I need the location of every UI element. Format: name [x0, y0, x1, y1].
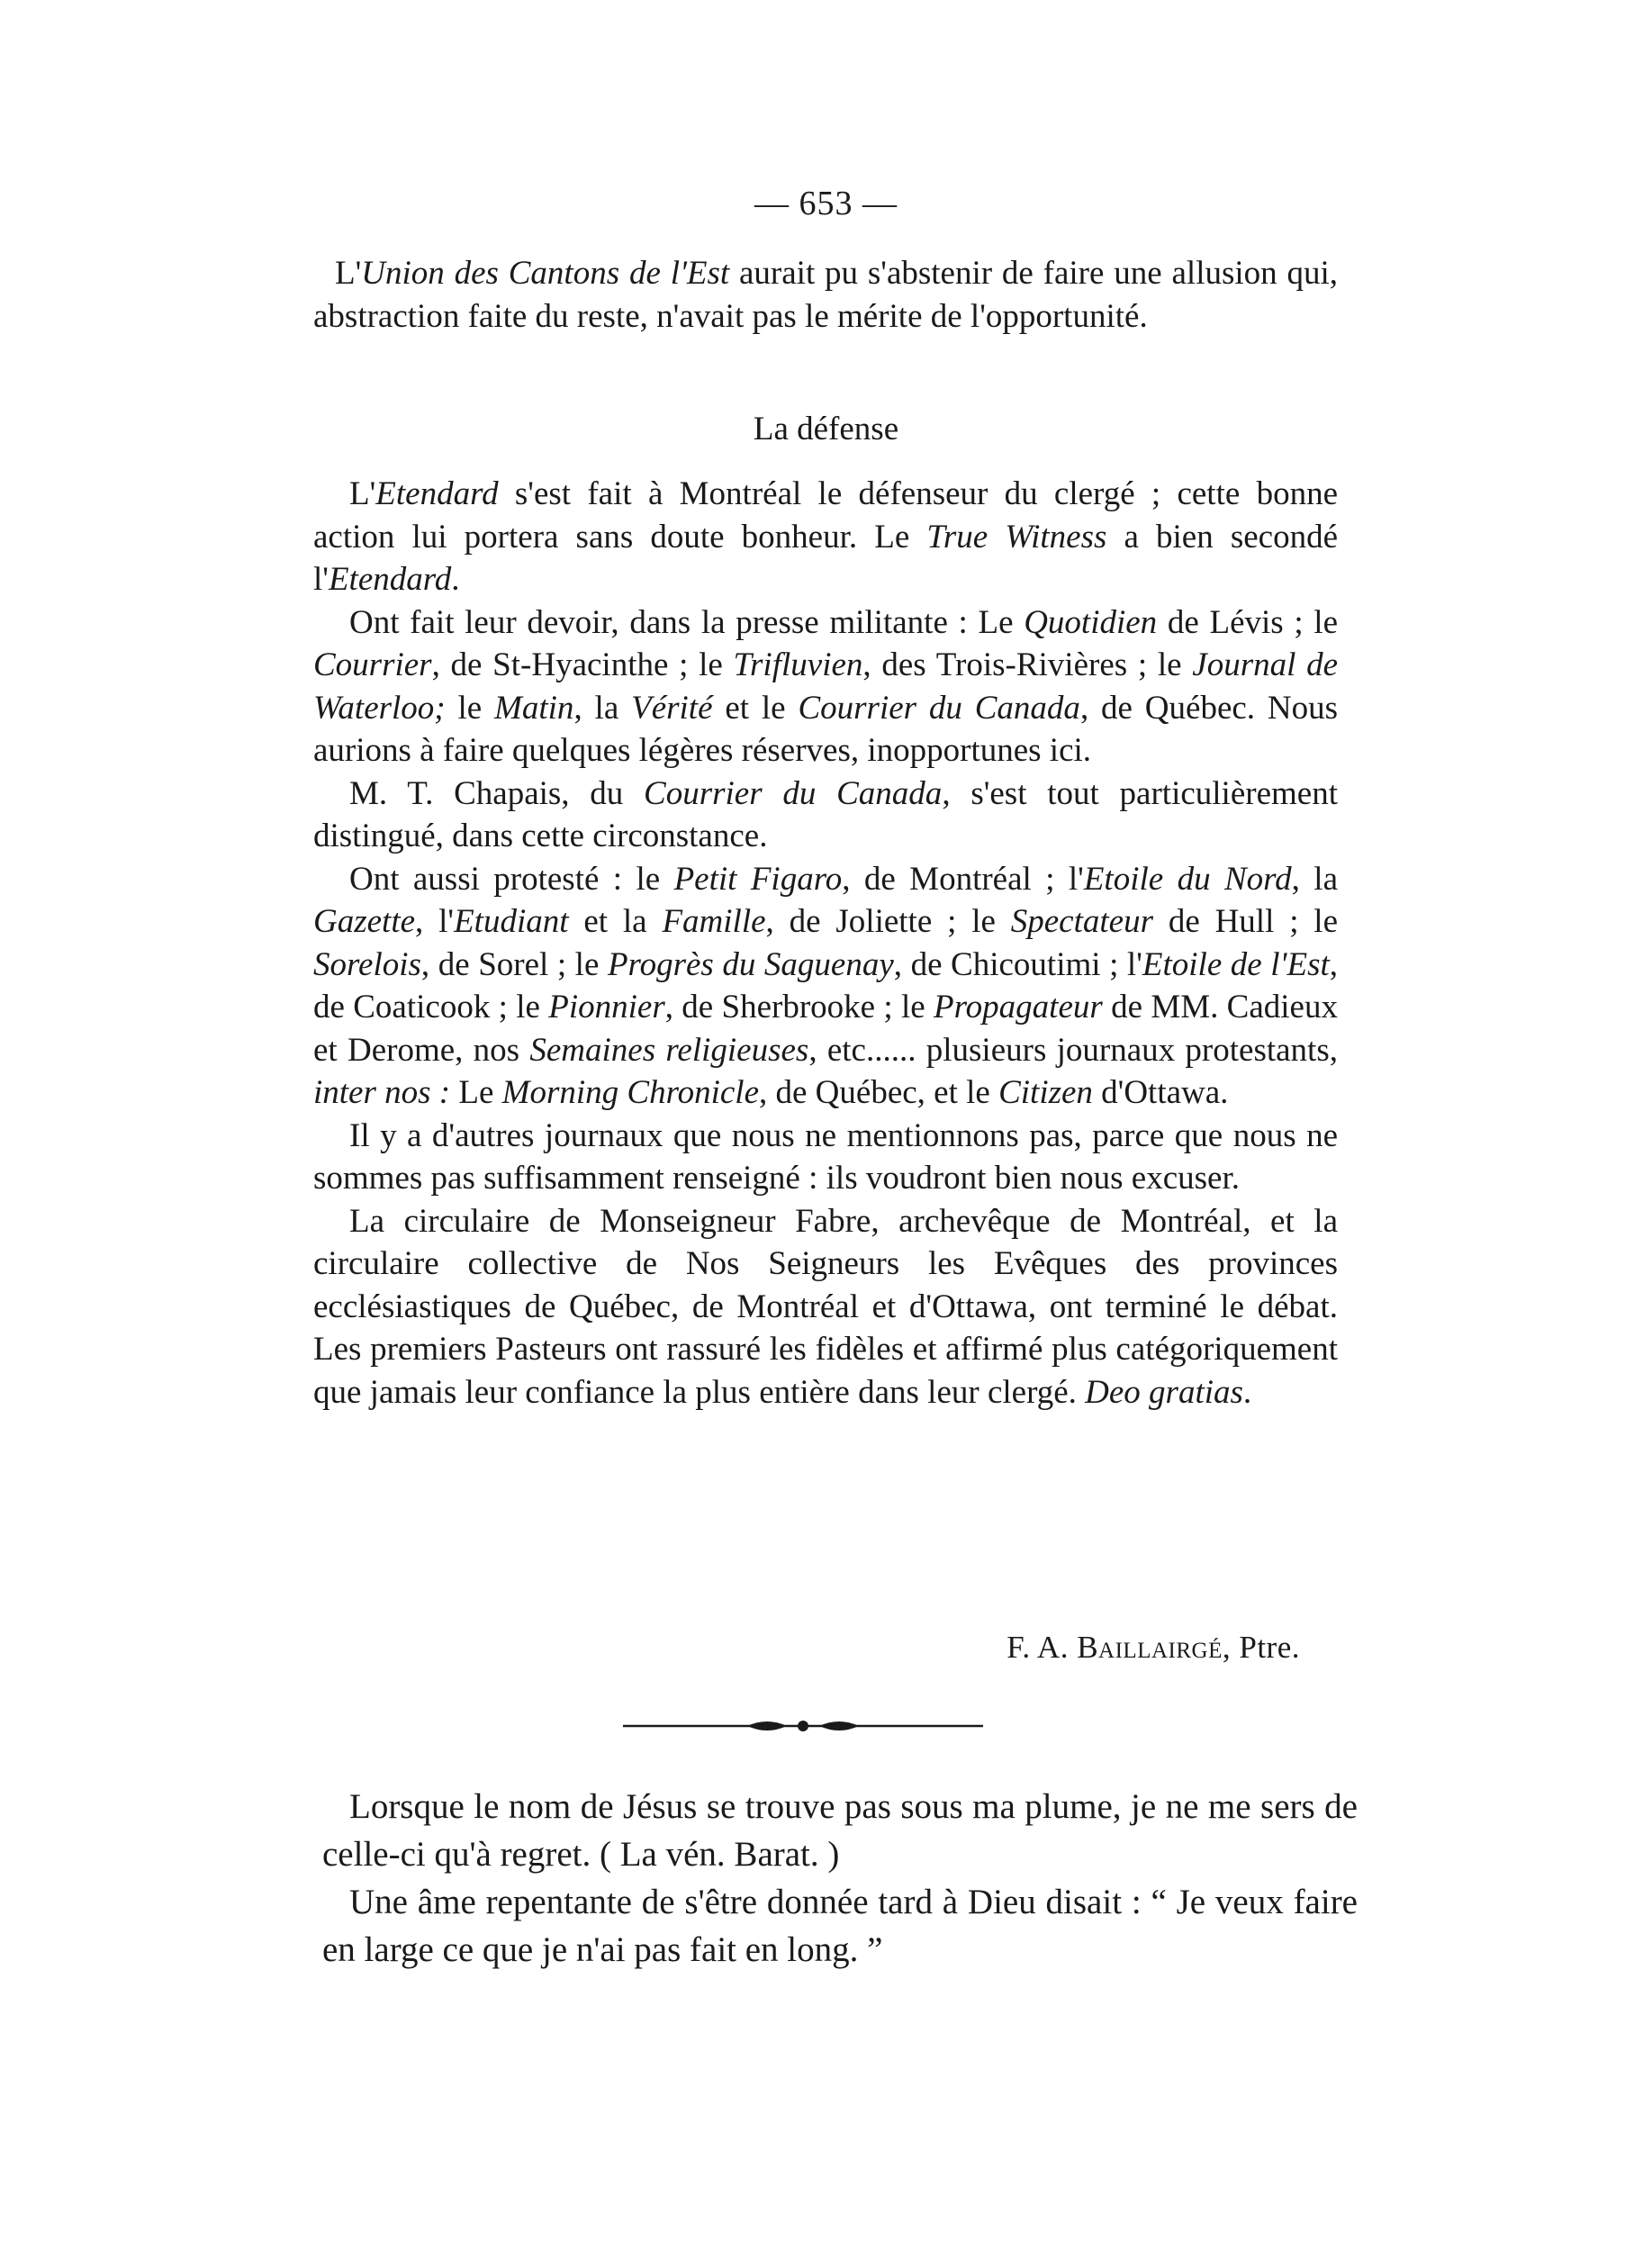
text-span: Ont fait leur devoir, dans la presse militante : Le — [349, 603, 1025, 641]
text-span: , de St-Hyacinthe ; le — [431, 646, 734, 683]
ornamental-divider — [621, 1713, 985, 1739]
journal-title: Spectateur — [1010, 903, 1153, 940]
latin-phrase: inter nos : — [313, 1074, 451, 1111]
journal-title: Etendard — [328, 561, 452, 598]
journal-title: Courrier du Canada — [798, 689, 1080, 727]
paragraph-circulaire — [313, 1200, 1338, 1414]
text-span: , etc...... plusieurs journaux protestants, — [808, 1031, 1338, 1069]
quotes-block — [322, 1783, 1358, 1974]
text-span: a bien secondé l' — [313, 518, 1338, 598]
journal-title: Citizen — [998, 1074, 1093, 1111]
section-heading: La défense — [753, 411, 899, 447]
journal-title: Progrès du Saguenay — [607, 945, 894, 983]
paragraph-chapais — [313, 773, 1338, 858]
journal-title: Gazette — [313, 903, 416, 940]
paragraph-ont-aussi-proteste — [313, 858, 1338, 1115]
text-span: , de Sorel ; le — [420, 945, 608, 983]
text-span: , la — [1291, 860, 1339, 898]
journal-title: Etendard — [375, 475, 499, 512]
text-span: le — [445, 689, 495, 727]
journal-title: Pionnier — [548, 989, 665, 1026]
text-span: La circulaire de Monseigneur Fabre, archevêque de Montréal, et la circulaire collective de Nos Seigneurs les Evêques des provinces ecclésiastiques de Québec, de Montréal et d'Ottawa, ont terminé le débat. Les premiers Pasteurs ont rassuré les fidèles et affirmé plus catégoriquement que jamais leur confiance la plus entière dans leur clergé. — [313, 1202, 1338, 1411]
text-span: de Hull ; le — [1152, 903, 1339, 940]
text-span: , s'est tout particulièrement distingué, dans cette circonstance. — [313, 774, 1338, 854]
intro-text: aurait pu s'abstenir de faire une allusion qui, abstraction faite du reste, n'avait pas le mérite de l'opportunité. — [313, 255, 1339, 335]
text-span: , l' — [415, 903, 455, 940]
paragraph-etendard — [313, 473, 1338, 601]
page-number: — 653 — — [754, 185, 898, 222]
text-span: . — [1242, 1373, 1252, 1411]
journal-title: Propagateur — [934, 989, 1103, 1026]
journal-title: Journal de Waterloo; — [313, 646, 1338, 727]
text-span: . — [451, 561, 460, 598]
text-span: et le — [712, 689, 799, 727]
intro-paragraph — [313, 252, 1338, 338]
journal-title: Famille — [662, 903, 766, 940]
text-span: L' — [349, 475, 376, 512]
latin-phrase: Deo gratias — [1085, 1373, 1243, 1411]
signature-name: Baillairgé — [1077, 1630, 1223, 1665]
text-span: d'Ottawa. — [1092, 1074, 1229, 1111]
text-span: , de Joliette ; le — [765, 903, 1011, 940]
signature-initials: F. A. — [1007, 1630, 1078, 1665]
text-span: , de Québec, et le — [759, 1074, 999, 1111]
journal-title: Vérité — [631, 689, 713, 727]
intro-prefix: L' — [335, 255, 362, 292]
text-span: , des Trois-Rivières ; le — [862, 646, 1193, 683]
text-span: M. T. Chapais, du — [349, 774, 645, 812]
quote-barat: Lorsque le nom de Jésus se trouve pas sous ma plume, je ne me sers de celle-ci qu'à regret. ( La vén. Barat. ) — [322, 1787, 1358, 1874]
author-signature — [1007, 1630, 1300, 1666]
text-span: , de Coaticook ; le — [313, 945, 1339, 1026]
journal-title: Courrier — [313, 646, 432, 683]
journal-title: Matin — [494, 689, 574, 727]
text-span: , de Chicoutimi ; l' — [893, 945, 1142, 983]
text-span: de MM. Cadieux et Derome, nos — [313, 989, 1338, 1069]
journal-title: Quotidien — [1024, 603, 1158, 641]
journal-title: True Witness — [926, 518, 1107, 556]
paragraph-autres-journaux: Il y a d'autres journaux que nous ne mentionnons pas, parce que nous ne sommes pas suffisamment renseigné : ils voudront bien nous excuser. — [313, 1116, 1338, 1197]
journal-title: Trifluvien — [733, 646, 863, 683]
journal-title: Sorelois — [313, 945, 421, 983]
quote-ame-repentante: Une âme repentante de s'être donnée tard à Dieu disait : “ Je veux faire en large ce que je n'ai pas fait en long. ” — [322, 1883, 1358, 1969]
journal-title: Morning Chronicle — [501, 1074, 759, 1111]
journal-title: Petit Figaro — [673, 860, 843, 898]
text-span: , de Montréal ; l' — [842, 860, 1084, 898]
union-title: Union des Cantons de l'Est — [361, 255, 730, 292]
text-span: , de Sherbrooke ; le — [664, 989, 934, 1026]
text-span: Ont aussi protesté : le — [349, 860, 674, 898]
main-text-block — [313, 473, 1338, 1414]
intro-paragraph-block — [313, 252, 1338, 338]
text-span: , de Québec. Nous aurions à faire quelques légères réserves, inopportunes ici. — [313, 689, 1339, 769]
signature-suffix: , Ptre. — [1222, 1630, 1300, 1665]
journal-title: Courrier du Canada — [644, 774, 943, 812]
text-span: et la — [568, 903, 663, 940]
text-span: s'est fait à Montréal le défenseur du clergé ; cette bonne action lui portera sans doute bonheur. Le — [313, 475, 1338, 556]
text-span: , la — [573, 689, 632, 727]
text-span: Le — [450, 1074, 502, 1111]
paragraph-presse-militante — [313, 601, 1338, 773]
journal-title: Etudiant — [454, 903, 569, 940]
journal-title: Semaines religieuses — [529, 1031, 809, 1069]
text-span: de Lévis ; le — [1157, 603, 1338, 641]
journal-title: Etoile du Nord — [1083, 860, 1292, 898]
journal-title: Etoile de l'Est — [1142, 945, 1330, 983]
